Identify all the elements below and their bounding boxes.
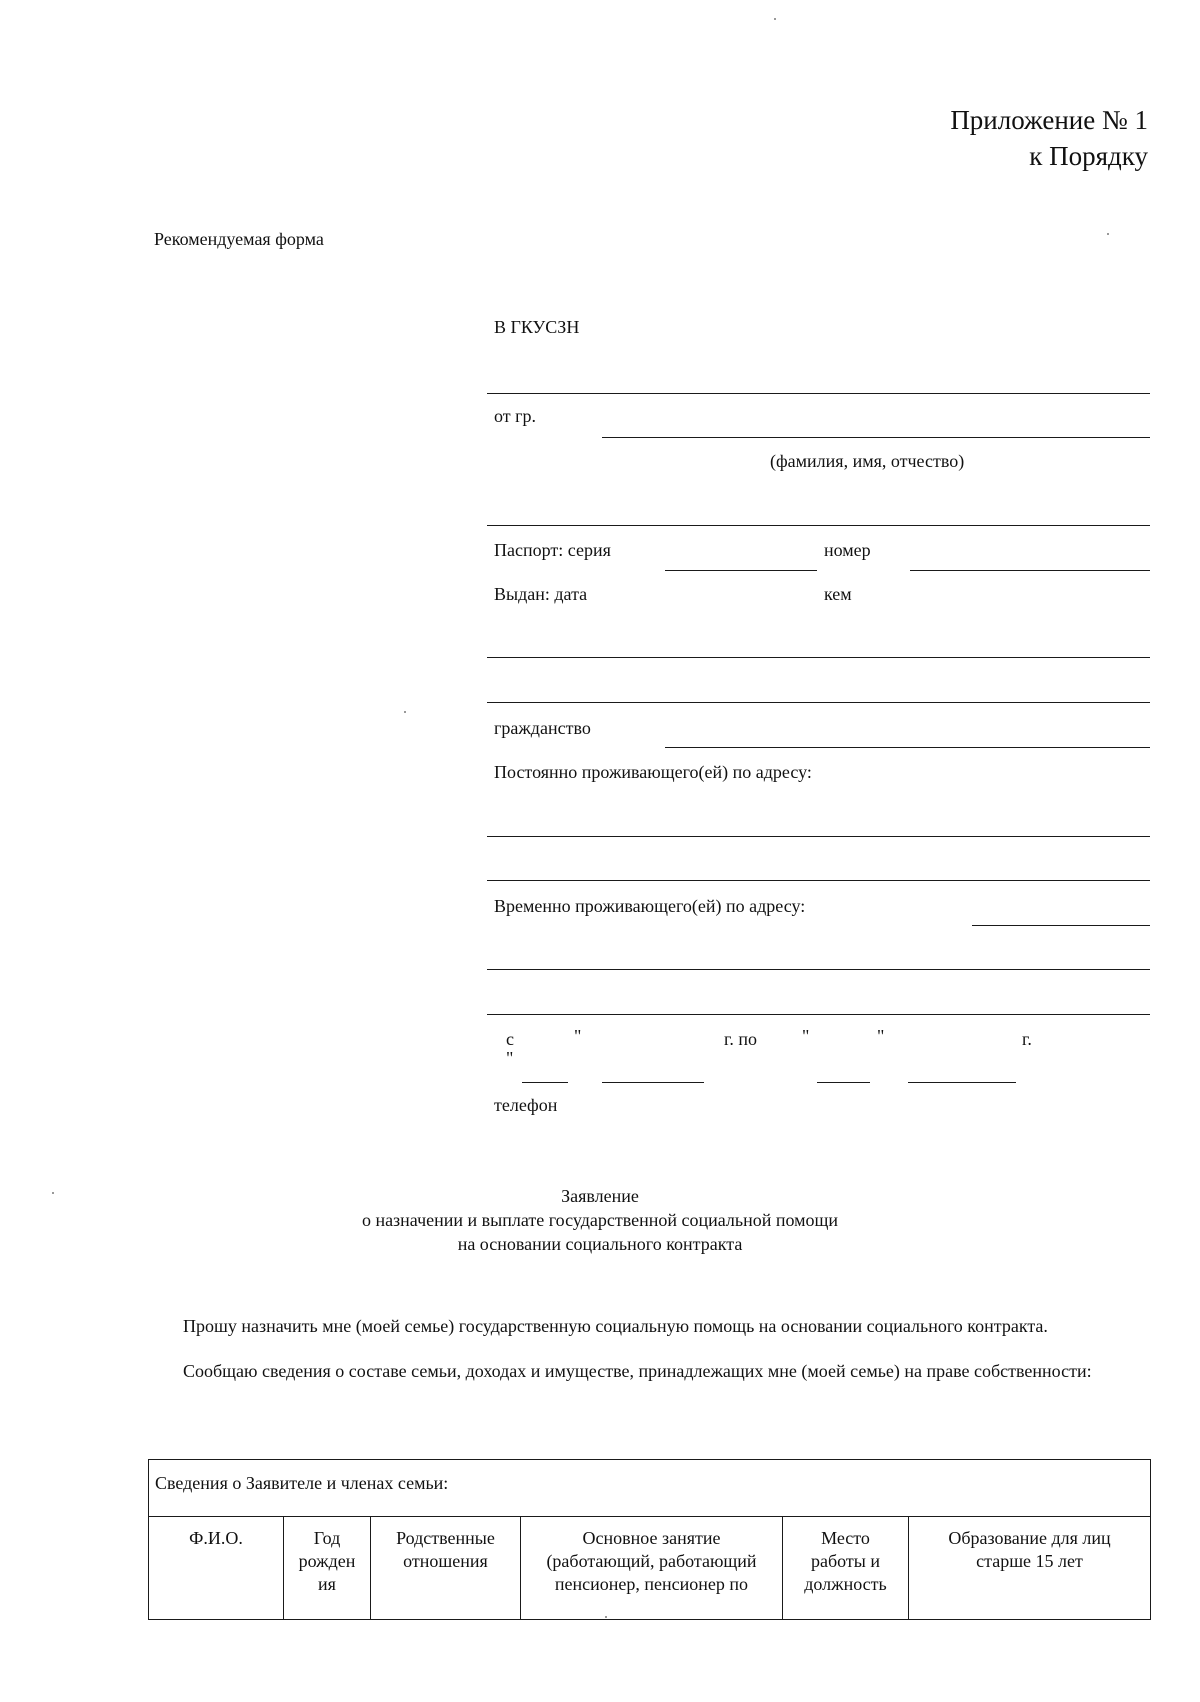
issued-date-label: Выдан: дата (494, 584, 588, 604)
family-table (148, 1459, 1151, 1620)
header-education: Образование для лиц старше 15 лет (909, 1517, 1151, 1620)
scan-speck (605, 1616, 607, 1618)
period-quote-3: " (802, 1026, 810, 1046)
recipient-line[interactable] (487, 393, 1150, 394)
fio-line-2[interactable] (487, 525, 1150, 526)
permanent-address-label: Постоянно проживающего(ей) по адресу: (494, 762, 812, 782)
period-to-label: г. по (724, 1029, 757, 1049)
scan-speck (52, 1192, 54, 1194)
issued-by-label: кем (824, 584, 852, 604)
header-workplace: Место работы и должность (783, 1517, 909, 1620)
appendix-label (950, 102, 1148, 174)
header-occupation: Основное занятие (работающий, работающий пенсионер, пенсионер по (521, 1517, 783, 1620)
issued-line-2[interactable] (487, 702, 1150, 703)
paragraph-request (156, 1315, 1144, 1338)
header-birth-year: Год рожден ия (284, 1517, 371, 1620)
table-header-row (149, 1517, 1151, 1620)
scan-speck (404, 711, 406, 713)
citizenship-label: гражданство (494, 718, 591, 738)
period-year-suffix: г. (1022, 1029, 1032, 1049)
fio-line[interactable] (602, 437, 1150, 438)
issued-line-1[interactable] (487, 657, 1150, 658)
temporary-address-line-2[interactable] (487, 1014, 1150, 1015)
table-caption-row (149, 1460, 1151, 1517)
scan-speck (1107, 233, 1109, 235)
title-line-3: на основании социального контракта (457, 1234, 743, 1254)
header-relationship: Родственные отношения (371, 1517, 521, 1620)
title-line-2: о назначении и выплате государственной социальной помощи (361, 1210, 839, 1230)
appendix-line-1: Приложение № 1 (950, 105, 1148, 135)
period-from-label: с (506, 1029, 514, 1049)
period-quote-2: " (506, 1048, 514, 1068)
table-caption: Сведения о Заявителе и членах семьи: (149, 1460, 1151, 1517)
period-quote-4: " (877, 1026, 885, 1046)
appendix-line-2: к Порядку (1029, 141, 1148, 171)
period-quote-1: " (574, 1026, 582, 1046)
period-from-month-year-line[interactable] (602, 1082, 704, 1083)
temporary-address-line-1[interactable] (487, 969, 1150, 970)
period-to-day-line[interactable] (817, 1082, 870, 1083)
permanent-address-line-2[interactable] (487, 880, 1150, 881)
paragraph-request-text: Прошу назначить мне (моей семье) государственную социальную помощь на основании социального контракта. (183, 1316, 1048, 1336)
recipient-label: В ГКУСЗН (494, 317, 580, 337)
period-from-day-line[interactable] (522, 1082, 568, 1083)
paragraph-info-text: Сообщаю сведения о составе семьи, доходах и имуществе, принадлежащих мне (моей семье) на праве собственности: (183, 1361, 1092, 1381)
header-fio: Ф.И.О. (149, 1517, 284, 1620)
passport-series-label: Паспорт: серия (494, 540, 611, 560)
recommended-form-label: Рекомендуемая форма (154, 229, 324, 249)
period-to-month-year-line[interactable] (908, 1082, 1016, 1083)
title-line-1: Заявление (561, 1186, 639, 1206)
citizenship-line[interactable] (665, 747, 1150, 748)
document-title (0, 1184, 1200, 1256)
scan-speck (774, 18, 776, 20)
passport-number-label: номер (824, 540, 871, 560)
passport-series-line[interactable] (665, 570, 817, 571)
temporary-address-label: Временно проживающего(ей) по адресу: (494, 896, 806, 916)
fio-hint: (фамилия, имя, отчество) (770, 451, 965, 471)
paragraph-info (156, 1360, 1144, 1383)
phone-label: телефон (494, 1095, 558, 1115)
permanent-address-line-1[interactable] (487, 836, 1150, 837)
passport-number-line[interactable] (910, 570, 1150, 571)
temporary-address-line-0[interactable] (972, 925, 1150, 926)
from-label: от гр. (494, 406, 537, 426)
